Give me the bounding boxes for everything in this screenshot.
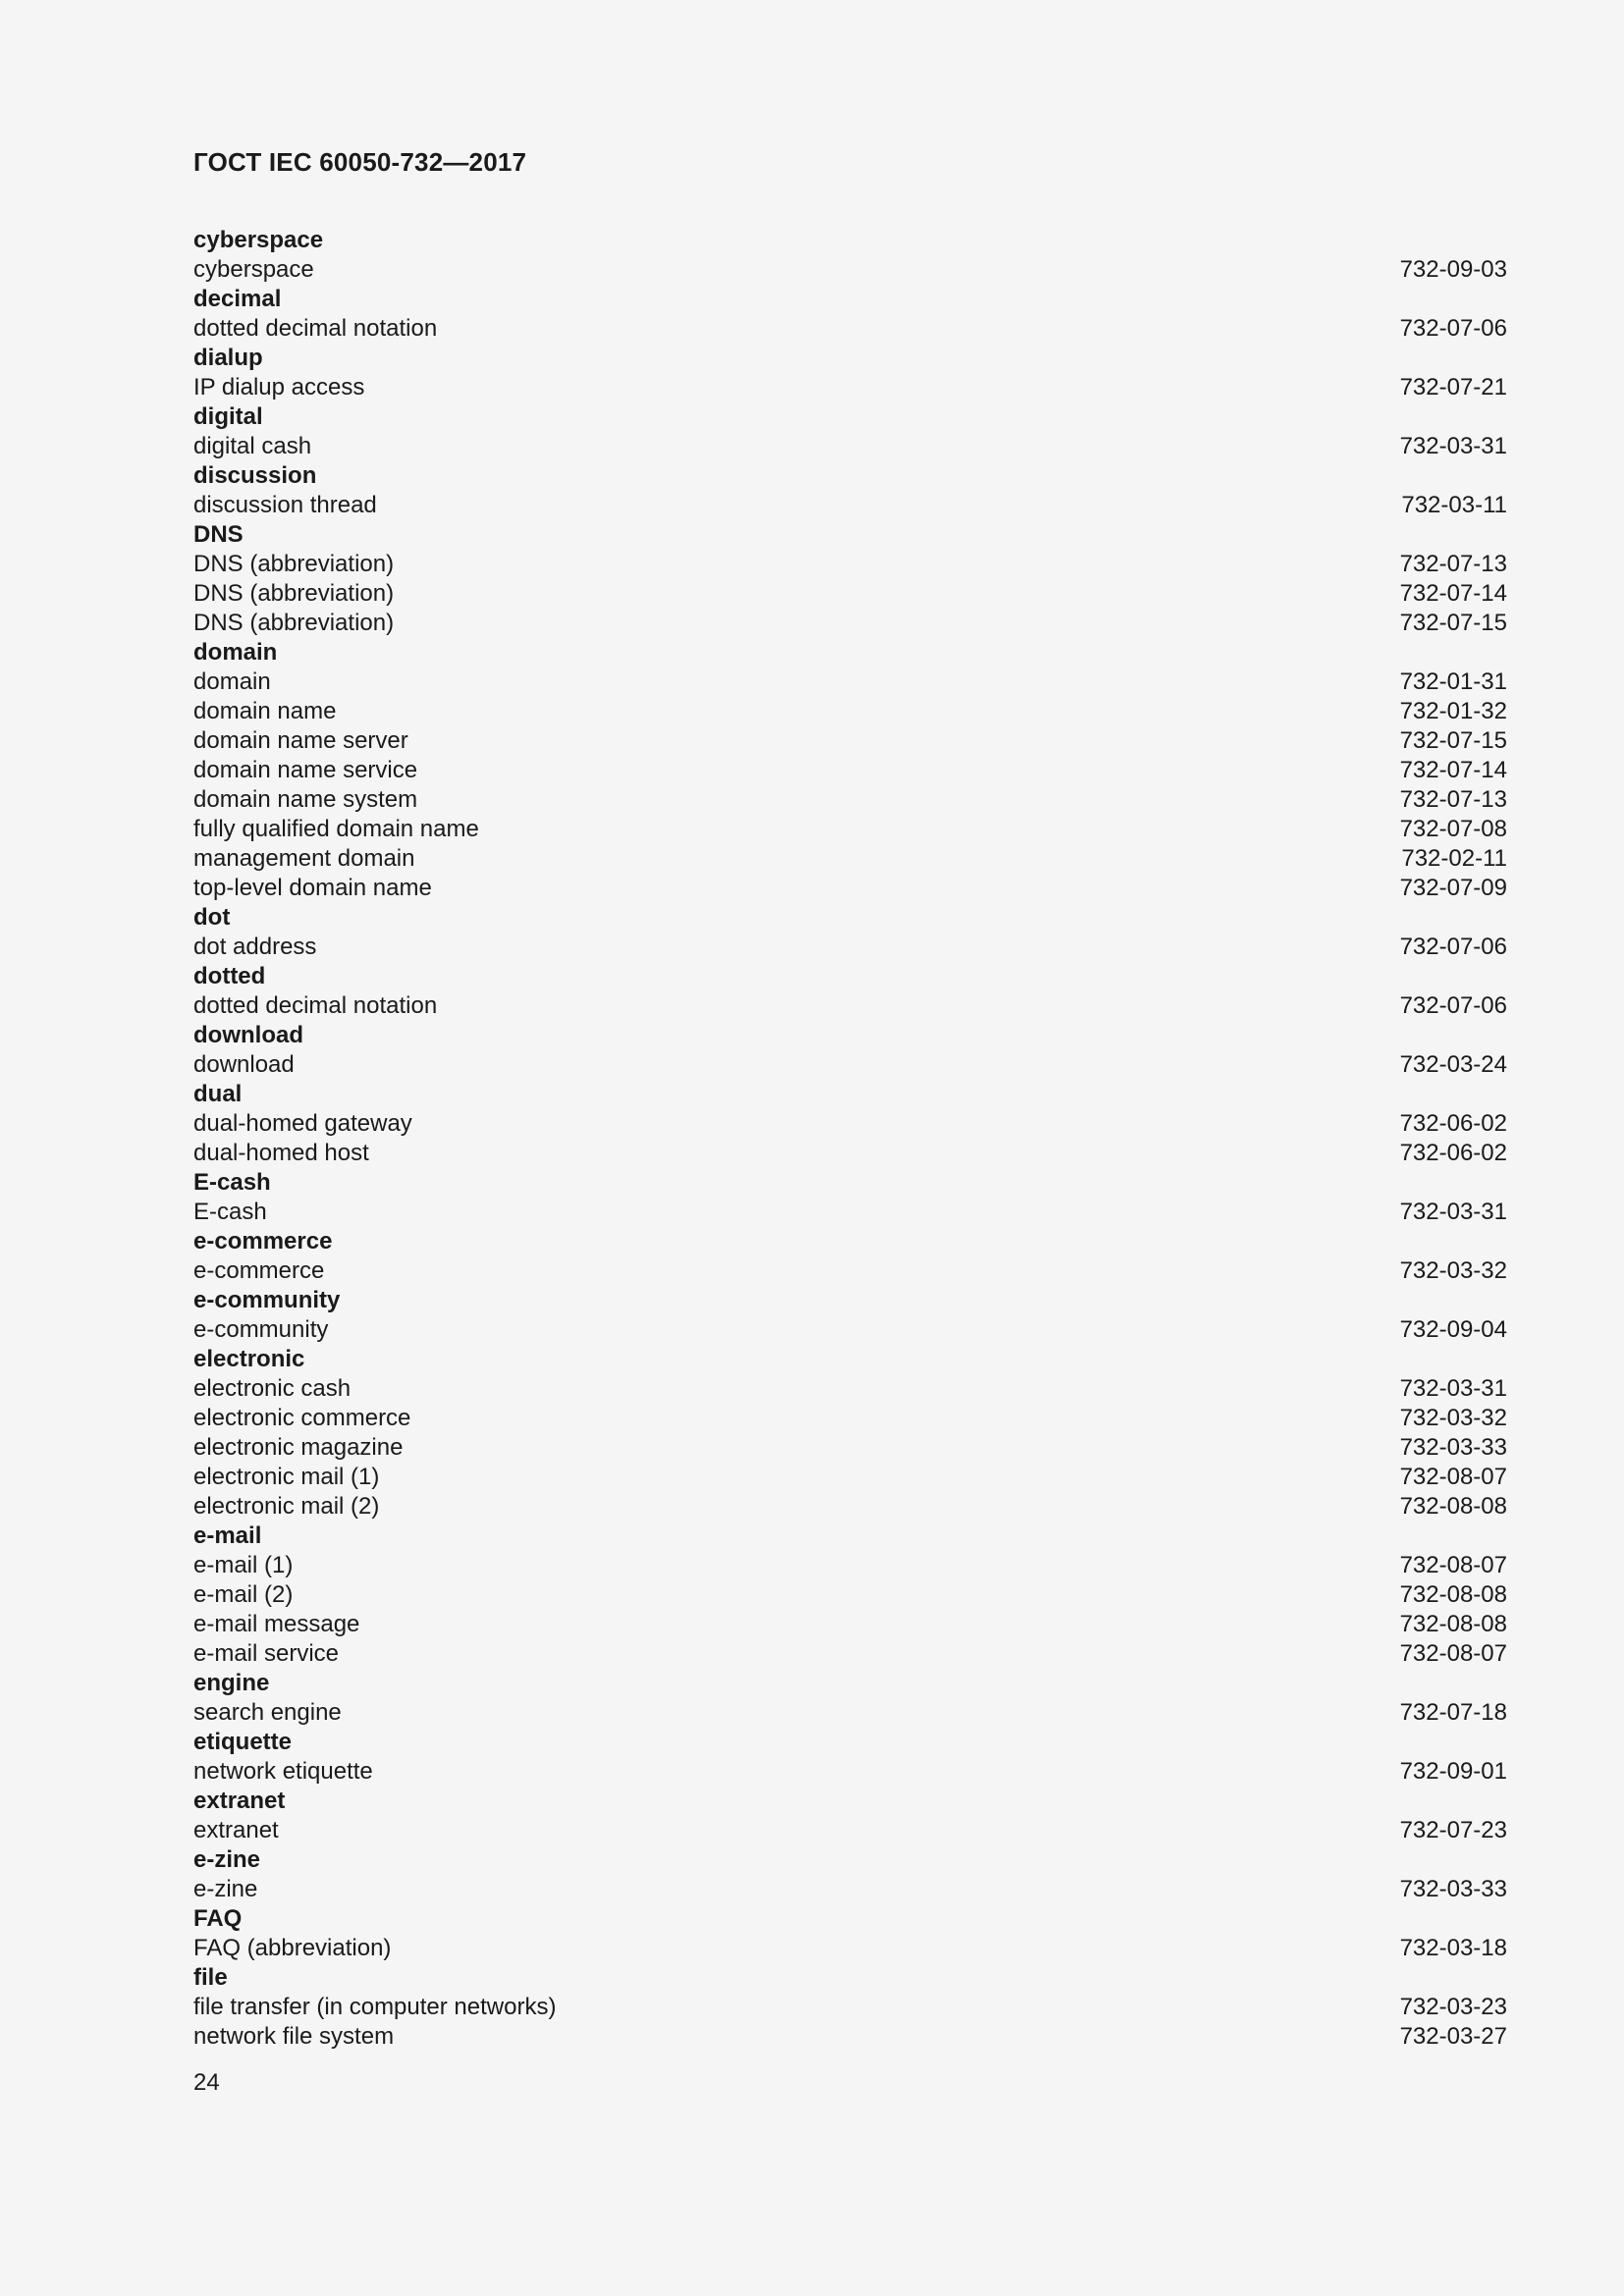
term-label: e-mail message [193, 1611, 360, 1637]
term-label: domain [193, 668, 271, 695]
term-label: dual-homed host [193, 1140, 369, 1166]
index-entry [193, 1816, 1507, 1845]
term-code: 732-07-21 [1399, 374, 1507, 400]
keyword-label: file [193, 1964, 228, 1991]
term-code: 732-08-07 [1399, 1464, 1507, 1490]
term-label: e-mail service [193, 1640, 340, 1667]
keyword-label: decimal [193, 286, 282, 312]
term-label: e-mail (1) [193, 1552, 294, 1578]
term-code: 732-08-07 [1399, 1640, 1507, 1667]
index-entry [193, 991, 1507, 1021]
term-label: FAQ (abbreviation) [193, 1935, 392, 1961]
index-entry [193, 1639, 1507, 1669]
index-entry [193, 1698, 1507, 1728]
index-entry [193, 579, 1507, 609]
term-code: 732-07-09 [1399, 875, 1507, 901]
index-entry [193, 2022, 1507, 2052]
term-label: e-mail (2) [193, 1581, 294, 1608]
term-label: IP dialup access [193, 374, 365, 400]
term-label: digital cash [193, 433, 312, 459]
index-keyword-heading [193, 1168, 1507, 1198]
term-code: 732-08-08 [1399, 1611, 1507, 1637]
term-code: 732-06-02 [1399, 1140, 1507, 1166]
index-entry [193, 491, 1507, 520]
keyword-label: download [193, 1022, 303, 1048]
index-entry [193, 1256, 1507, 1286]
keyword-label: dialup [193, 345, 263, 371]
keyword-label: E-cash [193, 1169, 271, 1196]
keyword-label: etiquette [193, 1729, 293, 1755]
index-entry [193, 844, 1507, 874]
index-keyword-heading [193, 520, 1507, 550]
term-code: 732-03-31 [1399, 433, 1507, 459]
index-entry [193, 756, 1507, 785]
index-entry [193, 1109, 1507, 1139]
index-entry [193, 1198, 1507, 1227]
keyword-label: dual [193, 1081, 243, 1107]
index-entry [193, 255, 1507, 285]
index-entry [193, 432, 1507, 461]
term-label: domain name [193, 698, 337, 724]
keyword-label: e-community [193, 1287, 341, 1313]
index-keyword-heading [193, 1080, 1507, 1109]
term-code: 732-07-06 [1399, 992, 1507, 1019]
index-entry [193, 697, 1507, 726]
term-label: dotted decimal notation [193, 315, 438, 342]
index-entry [193, 1050, 1507, 1080]
index-keyword-heading [193, 1286, 1507, 1315]
term-label: e-commerce [193, 1257, 325, 1284]
keyword-label: domain [193, 639, 278, 666]
term-code: 732-03-23 [1399, 1994, 1507, 2020]
term-label: domain name service [193, 757, 418, 783]
term-code: 732-03-32 [1399, 1405, 1507, 1431]
term-label: dotted decimal notation [193, 992, 438, 1019]
term-code: 732-03-33 [1399, 1434, 1507, 1461]
index-entry [193, 874, 1507, 903]
index-keyword-heading [193, 1345, 1507, 1374]
term-code: 732-01-32 [1399, 698, 1507, 724]
document-header: ГОСТ IEC 60050-732—2017 [193, 147, 527, 177]
term-code: 732-07-18 [1399, 1699, 1507, 1726]
term-label: domain name server [193, 727, 408, 754]
term-label: electronic mail (1) [193, 1464, 380, 1490]
keyword-label: e-zine [193, 1846, 261, 1873]
term-code: 732-03-31 [1399, 1375, 1507, 1402]
term-label: electronic commerce [193, 1405, 411, 1431]
term-code: 732-07-06 [1399, 934, 1507, 960]
index-entry [193, 1315, 1507, 1345]
term-code: 732-09-04 [1399, 1316, 1507, 1343]
index-entry [193, 1492, 1507, 1522]
term-label: DNS (abbreviation) [193, 610, 395, 636]
index-entry [193, 1433, 1507, 1463]
index-entry [193, 1139, 1507, 1168]
term-label: e-community [193, 1316, 329, 1343]
term-label: network file system [193, 2023, 395, 2050]
term-label: DNS (abbreviation) [193, 551, 395, 577]
index-entry [193, 1463, 1507, 1492]
index-keyword-heading [193, 1021, 1507, 1050]
keyword-label: engine [193, 1670, 270, 1696]
term-label: dot address [193, 934, 317, 960]
index-keyword-heading [193, 1728, 1507, 1757]
term-code: 732-09-03 [1399, 256, 1507, 283]
index-keyword-heading [193, 402, 1507, 432]
term-code: 732-07-15 [1399, 727, 1507, 754]
term-index [193, 226, 1507, 2052]
term-label: domain name system [193, 786, 418, 813]
term-label: search engine [193, 1699, 342, 1726]
term-label: dual-homed gateway [193, 1110, 412, 1137]
term-label: top-level domain name [193, 875, 432, 901]
term-label: fully qualified domain name [193, 816, 479, 842]
index-keyword-heading [193, 226, 1507, 255]
keyword-label: cyberspace [193, 227, 324, 253]
term-code: 732-07-23 [1399, 1817, 1507, 1843]
index-keyword-heading [193, 1522, 1507, 1551]
term-label: network etiquette [193, 1758, 373, 1785]
index-entry [193, 726, 1507, 756]
term-code: 732-08-07 [1399, 1552, 1507, 1578]
keyword-label: e-mail [193, 1522, 262, 1549]
term-label: electronic cash [193, 1375, 352, 1402]
term-code: 732-03-31 [1399, 1199, 1507, 1225]
term-code: 732-01-31 [1399, 668, 1507, 695]
keyword-label: dot [193, 904, 231, 931]
term-code: 732-08-08 [1399, 1581, 1507, 1608]
index-keyword-heading [193, 1787, 1507, 1816]
term-label: DNS (abbreviation) [193, 580, 395, 607]
term-code: 732-03-33 [1399, 1876, 1507, 1902]
index-entry [193, 815, 1507, 844]
keyword-label: FAQ [193, 1905, 243, 1932]
index-keyword-heading [193, 1904, 1507, 1934]
term-label: management domain [193, 845, 415, 872]
index-entry [193, 1374, 1507, 1404]
index-entry [193, 933, 1507, 962]
term-code: 732-07-13 [1399, 551, 1507, 577]
index-entry [193, 1551, 1507, 1580]
keyword-label: e-commerce [193, 1228, 333, 1255]
index-keyword-heading [193, 962, 1507, 991]
keyword-label: extranet [193, 1788, 286, 1814]
index-entry [193, 609, 1507, 638]
term-label: cyberspace [193, 256, 314, 283]
term-label: e-zine [193, 1876, 258, 1902]
index-entry [193, 1580, 1507, 1610]
index-keyword-heading [193, 344, 1507, 373]
term-code: 732-03-24 [1399, 1051, 1507, 1078]
index-keyword-heading [193, 285, 1507, 314]
term-label: electronic magazine [193, 1434, 404, 1461]
index-keyword-heading [193, 1669, 1507, 1698]
term-code: 732-06-02 [1399, 1110, 1507, 1137]
index-keyword-heading [193, 1845, 1507, 1875]
index-keyword-heading [193, 461, 1507, 491]
term-code: 732-03-11 [1401, 492, 1507, 518]
term-label: E-cash [193, 1199, 267, 1225]
term-label: file transfer (in computer networks) [193, 1994, 557, 2020]
term-code: 732-02-11 [1401, 845, 1507, 872]
term-label: discussion thread [193, 492, 377, 518]
term-code: 732-07-14 [1399, 757, 1507, 783]
index-entry [193, 1404, 1507, 1433]
page-number: 24 [193, 2069, 220, 2096]
term-code: 732-03-32 [1399, 1257, 1507, 1284]
term-code: 732-07-13 [1399, 786, 1507, 813]
keyword-label: electronic [193, 1346, 305, 1372]
term-label: extranet [193, 1817, 279, 1843]
keyword-label: DNS [193, 521, 244, 548]
keyword-label: digital [193, 403, 263, 430]
term-code: 732-07-08 [1399, 816, 1507, 842]
keyword-label: dotted [193, 963, 266, 989]
keyword-label: discussion [193, 462, 317, 489]
index-entry [193, 1757, 1507, 1787]
index-keyword-heading [193, 638, 1507, 667]
index-entry [193, 785, 1507, 815]
index-entry [193, 1610, 1507, 1639]
index-keyword-heading [193, 1227, 1507, 1256]
term-code: 732-03-27 [1399, 2023, 1507, 2050]
term-code: 732-08-08 [1399, 1493, 1507, 1520]
index-keyword-heading [193, 1963, 1507, 1993]
index-entry [193, 667, 1507, 697]
index-entry [193, 1993, 1507, 2022]
index-entry [193, 314, 1507, 344]
index-keyword-heading [193, 903, 1507, 933]
index-entry [193, 550, 1507, 579]
term-code: 732-07-15 [1399, 610, 1507, 636]
term-label: download [193, 1051, 295, 1078]
term-code: 732-07-14 [1399, 580, 1507, 607]
term-code: 732-03-18 [1399, 1935, 1507, 1961]
term-label: electronic mail (2) [193, 1493, 380, 1520]
index-entry [193, 1934, 1507, 1963]
index-entry [193, 1875, 1507, 1904]
index-entry [193, 373, 1507, 402]
term-code: 732-07-06 [1399, 315, 1507, 342]
term-code: 732-09-01 [1399, 1758, 1507, 1785]
